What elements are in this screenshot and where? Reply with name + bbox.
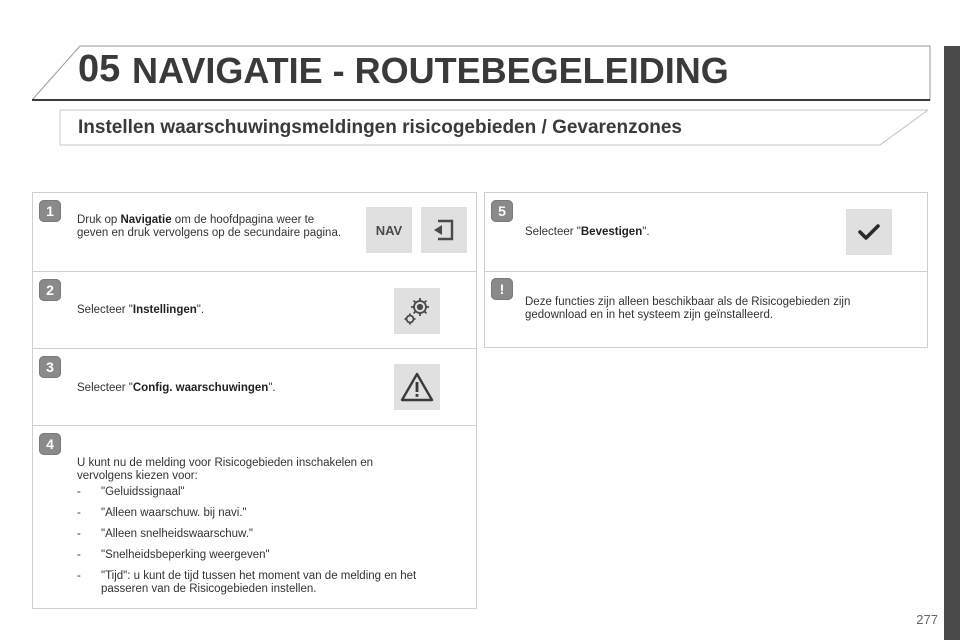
- option-list: [77, 486, 457, 604]
- warning-triangle-icon: [394, 364, 440, 410]
- secondary-page-icon: [421, 207, 467, 253]
- step-number-badge: 5: [491, 200, 513, 222]
- note-text: Deze functies zijn alleen beschikbaar als de Risicogebieden zijn gedownload en in het systeem zijn geïnstalleerd.: [525, 296, 851, 321]
- section-title: Instellen waarschuwingsmeldingen risicogebieden / Gevarenzones: [78, 117, 682, 138]
- step-text: Selecteer "Config. waarschuwingen".: [77, 382, 276, 394]
- step-text: Druk op Navigatie om de hoofdpagina weer te geven en druk vervolgens op de secundaire pagina.: [77, 214, 342, 239]
- list-item: - "Tijd": u kunt de tijd tussen het moment van de melding en het passeren van de Risicogebieden instellen.: [77, 570, 417, 595]
- nav-button-label: NAV: [375, 222, 403, 238]
- steps-panel-right: [484, 192, 928, 348]
- page-number: 277: [916, 612, 938, 627]
- list-item: - "Alleen waarschuw. bij navi.": [77, 507, 247, 519]
- step-row: [485, 193, 927, 272]
- chapter-sidebar-tab: [944, 46, 960, 640]
- step-row: [33, 349, 476, 426]
- list-item: - "Geluidssignaal": [77, 486, 185, 498]
- step-keyword: Instellingen: [132, 304, 197, 316]
- list-item: - "Snelheidsbeperking weergeven": [77, 549, 270, 561]
- step-keyword: Bevestigen: [580, 226, 643, 238]
- step-keyword: Config. waarschuwingen: [132, 382, 269, 394]
- step-row: [33, 193, 476, 272]
- step-row: [33, 272, 476, 349]
- step-row: [33, 426, 476, 610]
- step-number-badge: 3: [39, 356, 61, 378]
- note-row: [485, 272, 927, 349]
- steps-panel-left: [32, 192, 477, 609]
- list-item: - "Alleen snelheidswaarschuw.": [77, 528, 253, 540]
- settings-gears-icon: [394, 288, 440, 334]
- step-text: Selecteer "Bevestigen".: [525, 226, 650, 238]
- step-intro-text: U kunt nu de melding voor Risicogebieden inschakelen en vervolgens kiezen voor:: [77, 457, 373, 482]
- checkmark-icon: [846, 209, 892, 255]
- step-number-badge: 2: [39, 279, 61, 301]
- chapter-number: 05: [78, 48, 121, 90]
- nav-button-icon: [366, 207, 412, 253]
- step-number-badge: 4: [39, 433, 61, 455]
- exclamation-icon: !: [491, 278, 513, 300]
- step-number-badge: 1: [39, 200, 61, 222]
- step-text: Selecteer "Instellingen".: [77, 304, 205, 316]
- step-keyword: Navigatie: [120, 214, 172, 226]
- chapter-title: NAVIGATIE - ROUTEBEGELEIDING: [132, 50, 729, 91]
